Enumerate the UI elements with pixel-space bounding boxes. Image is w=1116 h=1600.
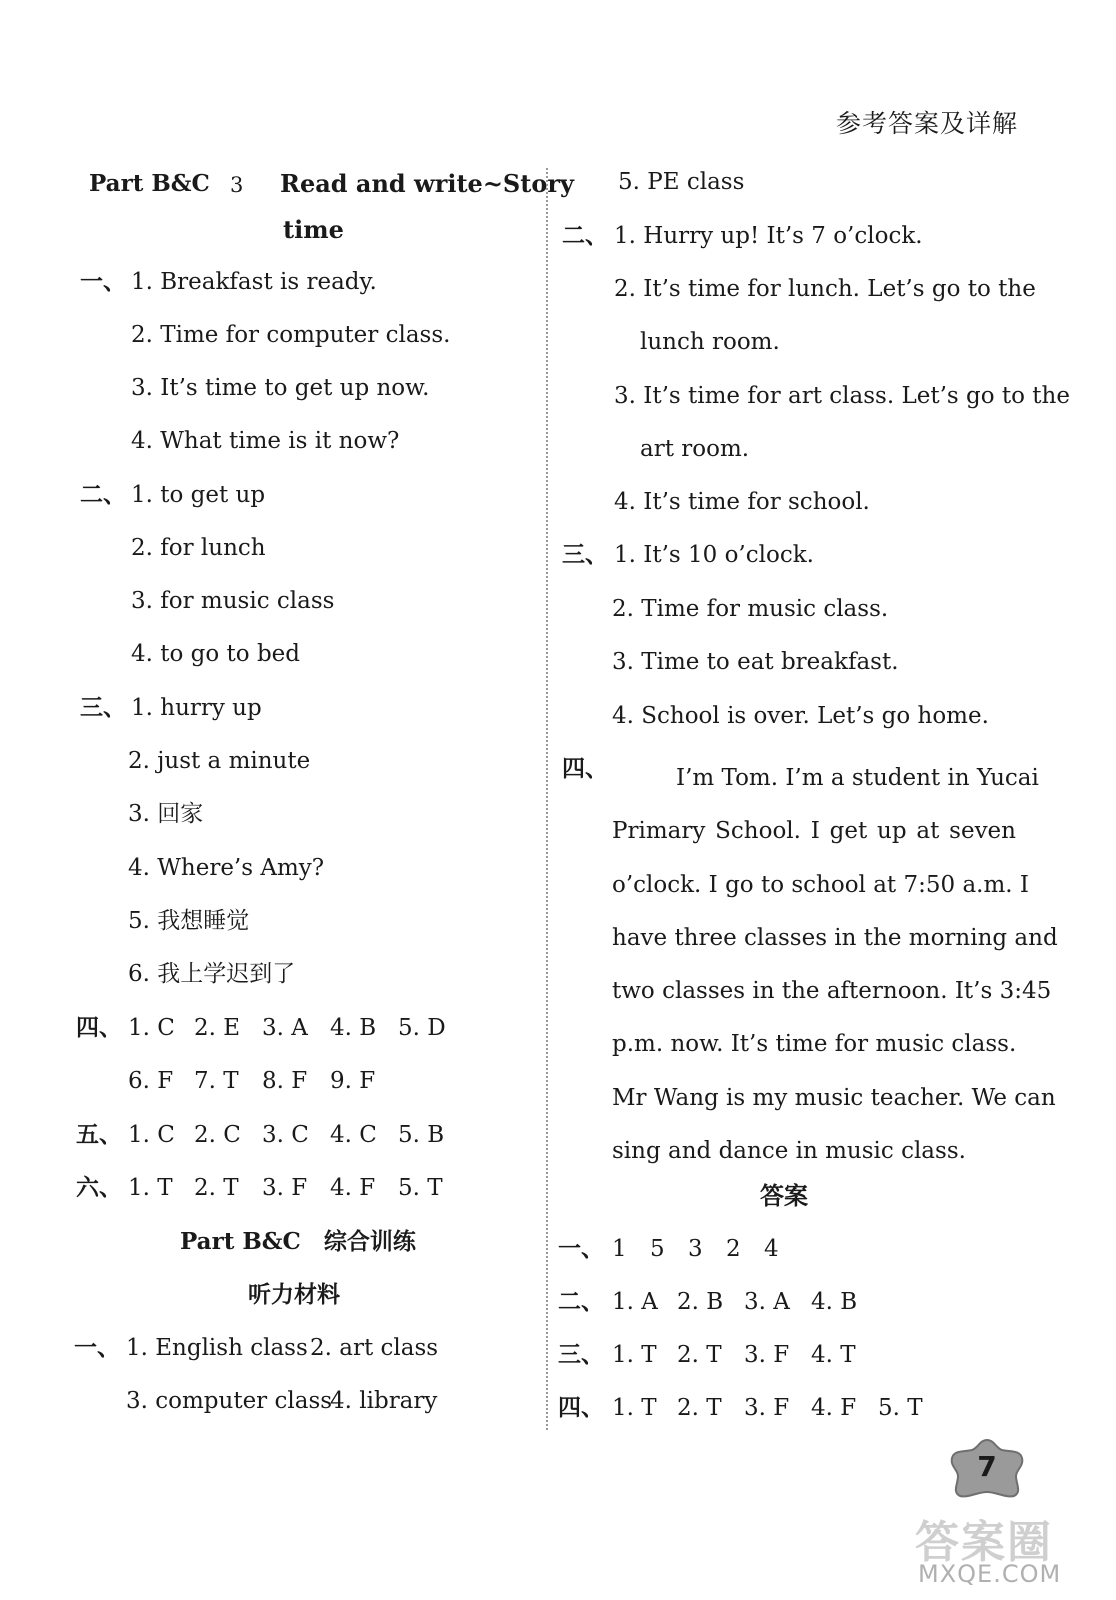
choice-answer: 2. E [194,1015,241,1041]
answer-line: lunch room. [640,329,780,355]
choice-answer: 2. T [677,1342,722,1368]
listening-line: 2. art class [310,1335,439,1361]
choice-answer: 2. T [194,1175,239,1201]
listening-line: 3. computer class [126,1388,333,1414]
answer-line: 3. 回家 [128,801,204,827]
section-title-main: Read and write~Story [280,169,574,198]
order-answer: 5 [650,1236,665,1262]
page-number: 7 [977,1450,997,1483]
choice-answer: 3. A [262,1015,308,1041]
passage-line: p.m. now. It’s time for music class. [612,1031,1017,1058]
section-marker-1: 一、 [80,268,126,295]
choice-answer: 7. T [194,1068,239,1094]
choice-answer: 2. B [677,1289,724,1315]
answer-line: 2. for lunch [131,535,266,561]
listening-line: 5. PE class [618,169,745,195]
answer-line: 3. for music class [131,588,335,614]
section-marker-a2: 二、 [558,1288,604,1315]
answer-line: 3. Time to eat breakfast. [612,649,899,675]
section-marker-r3: 三、 [562,541,608,568]
answer-line: 4. Where’s Amy? [128,855,325,881]
page-header-title: 参考答案及详解 [835,109,1018,138]
order-answer: 4 [764,1236,779,1262]
answers-title: 答案 [760,1181,808,1210]
choice-answer: 4. F [811,1395,857,1421]
choice-answer: 3. A [744,1289,790,1315]
page-number-badge [950,1438,1024,1498]
answer-line: art room. [640,436,750,462]
choice-answer: 5. B [398,1122,445,1148]
choice-answer: 1. C [128,1122,175,1148]
choice-answer: 1. T [612,1395,657,1421]
section-marker-3: 三、 [80,694,126,721]
choice-answer: 6. F [128,1068,174,1094]
choice-answer: 1. T [128,1175,173,1201]
listening-title: 听力材料 [248,1281,340,1308]
section-marker-a4: 四、 [558,1394,604,1421]
choice-answer: 5. T [878,1395,923,1421]
choice-answer: 2. C [194,1122,241,1148]
passage-paragraph [612,752,1058,1178]
watermark-url: MXQE.COM [918,1560,1062,1588]
choice-answer: 1. A [612,1289,658,1315]
watermark-logo: 答案圈 [915,1517,1053,1568]
choice-answer: 2. T [677,1395,722,1421]
choice-answer: 4. F [330,1175,376,1201]
section-marker-listening-1: 一、 [74,1334,120,1361]
choice-answer: 5. T [398,1175,443,1201]
choice-answer: 1. C [128,1015,175,1041]
choice-answer: 4. B [811,1289,858,1315]
order-answer: 3 [688,1236,703,1262]
passage-line: I’m Tom. I’m a student in Yucai [676,765,1039,791]
order-answer: 2 [726,1236,741,1262]
answer-line: 2. just a minute [128,748,311,774]
answer-line: 4. to go to bed [131,641,300,667]
answer-line: 4. It’s time for school. [614,489,870,515]
listening-line: 1. English class [126,1335,308,1361]
passage-line: have three classes in the morning and [612,924,1058,951]
answer-line: 1. to get up [131,482,266,508]
passage-line: two classes in the afternoon. It’s 3:45 [612,978,1052,1005]
section-marker-a3: 三、 [558,1341,604,1368]
answer-line: 4. School is over. Let’s go home. [612,703,989,729]
section-marker-r4: 四、 [562,755,608,782]
passage-line: sing and dance in music class. [612,1138,966,1165]
answer-line: 2. It’s time for lunch. Let’s go to the [614,276,1036,302]
choice-answer: 4. C [330,1122,377,1148]
choice-answer: 3. F [262,1175,308,1201]
choice-answer: 8. F [262,1068,308,1094]
answer-line: 3. It’s time for art class. Let’s go to the [614,383,1070,409]
answer-line: 1. Breakfast is ready. [131,269,377,295]
passage-line: o’clock. I go to school at 7:50 a.m. I [612,871,1029,898]
answer-line: 4. What time is it now? [131,428,400,454]
choice-answer: 4. T [811,1342,856,1368]
choice-answer: 3. F [744,1342,790,1368]
answer-line: 6. 我上学迟到了 [128,961,296,987]
section-marker-6: 六、 [76,1174,122,1201]
answer-line: 2. Time for music class. [612,596,889,622]
column-divider [546,168,548,1430]
section-marker-r2: 二、 [562,222,608,249]
answer-line: 5. 我想睡觉 [128,908,250,934]
section-marker-4: 四、 [76,1014,122,1041]
listening-line: 4. library [330,1388,438,1414]
choice-answer: 3. F [744,1395,790,1421]
section-title-number: 3 [230,173,244,197]
choice-answer: 4. B [330,1015,377,1041]
section-title-part: Part B&C [89,170,210,197]
section-marker-a1: 一、 [558,1235,604,1262]
part-title: Part B&C 综合训练 [180,1228,416,1255]
section-marker-5: 五、 [76,1121,122,1148]
choice-answer: 3. C [262,1122,309,1148]
passage-line: Mr Wang is my music teacher. We can [612,1084,1056,1111]
choice-answer: 5. D [398,1015,446,1041]
section-title-tail: time [283,215,344,244]
choice-answer: 9. F [330,1068,376,1094]
answer-line: 1. hurry up [131,695,262,721]
answer-line: 2. Time for computer class. [131,322,451,348]
section-marker-2: 二、 [80,481,126,508]
passage-line: Primary School. I get up at seven [612,818,1016,845]
answer-line: 1. Hurry up! It’s 7 o’clock. [614,223,923,249]
answer-line: 3. It’s time to get up now. [131,375,430,401]
order-answer: 1 [612,1236,627,1262]
choice-answer: 1. T [612,1342,657,1368]
answer-line: 1. It’s 10 o’clock. [614,542,814,568]
